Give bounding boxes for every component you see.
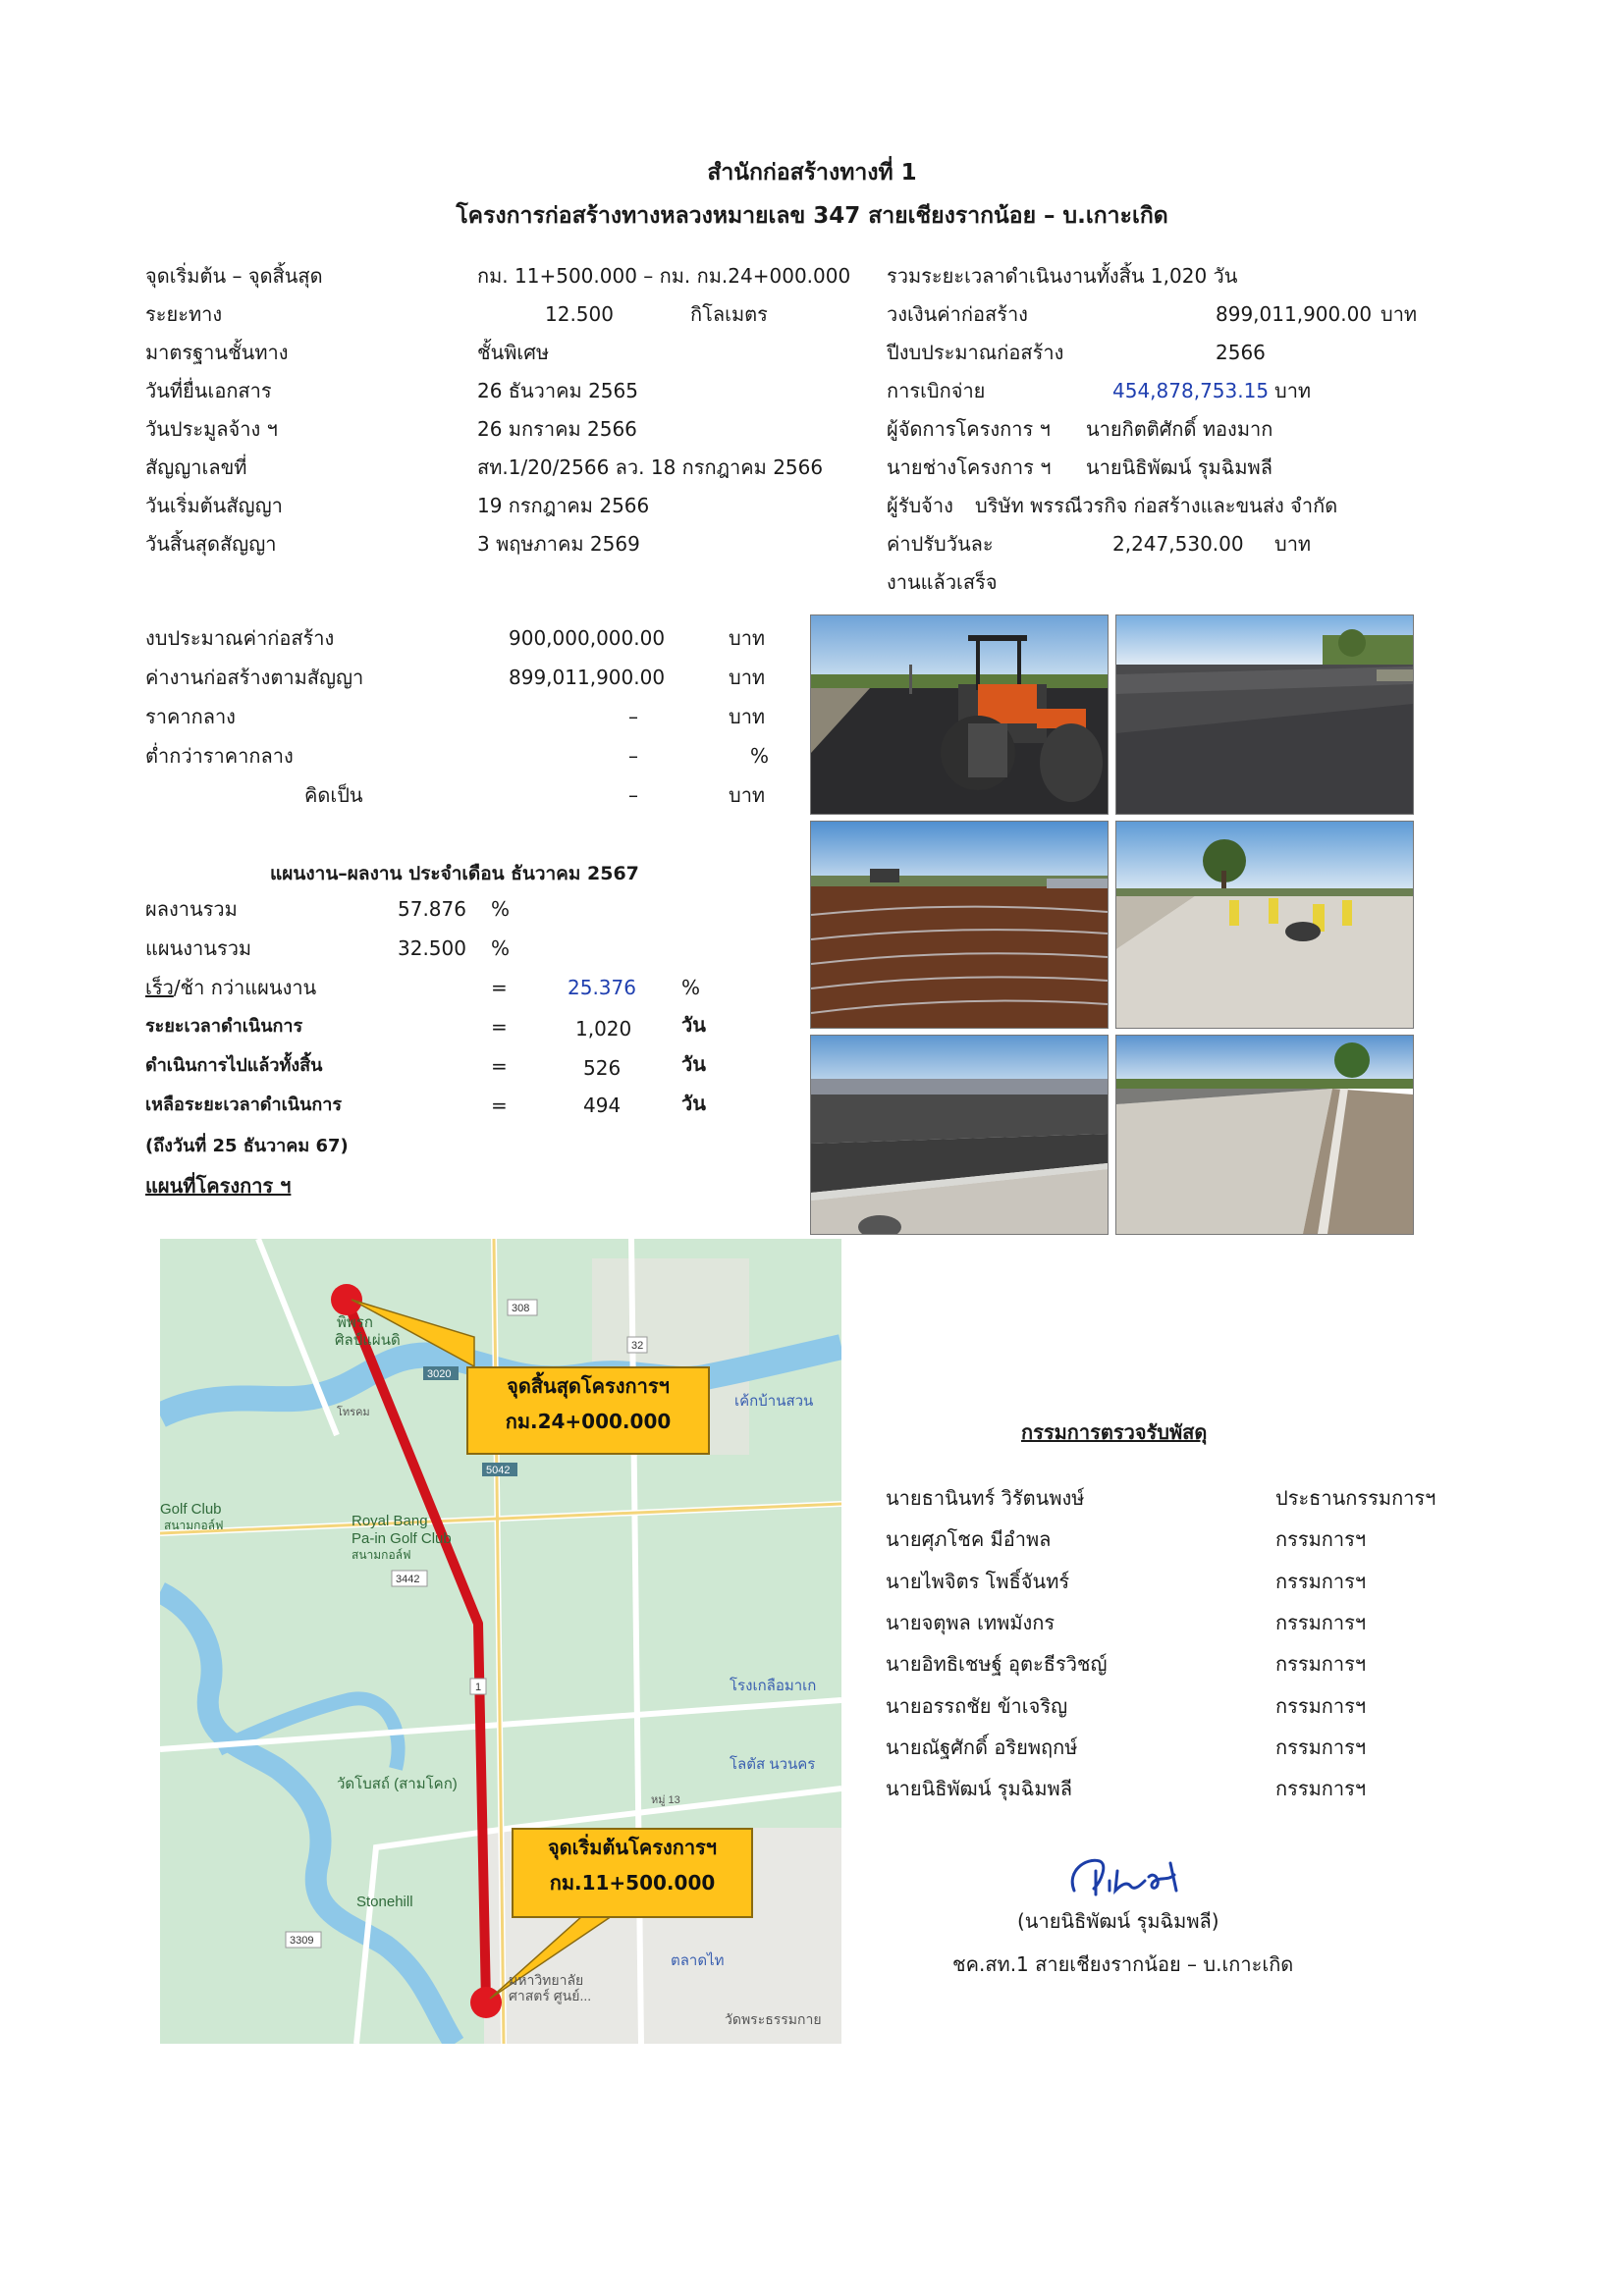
map-route-3309: 3309 (290, 1935, 314, 1947)
disburse-value: 454,878,753.15 (1112, 379, 1270, 402)
map-canvas (160, 1239, 841, 2044)
road-roller-image (811, 615, 1108, 814)
map-label-stone: Stonehill (356, 1894, 413, 1910)
fiscal-value: 2566 (1216, 341, 1266, 364)
contract-no-value: สท.1/20/2566 ลว. 18 กรกฎาคม 2566 (477, 455, 824, 479)
standard-value: ชั้นพิเศษ (477, 341, 550, 364)
actual-value: 57.876 (398, 897, 466, 921)
committee-member-role: กรรมการฯ (1275, 1777, 1367, 1800)
map-label-temple: พิพรก (337, 1314, 373, 1331)
completed-label: งานแล้วเสร็จ (887, 570, 998, 594)
diff-rest-label: /ช้า กว่าแผนงาน (173, 976, 317, 999)
map-route-5042: 5042 (486, 1465, 511, 1476)
elapsed-eq: = (491, 1054, 508, 1078)
elapsed-label: ดำเนินการไปแล้วทั้งสิ้น (145, 1055, 323, 1076)
map-route-308: 308 (512, 1303, 530, 1314)
disburse-unit: บาท (1274, 379, 1312, 402)
map-label-lotus: โลตัส นวนคร (730, 1756, 816, 1773)
map-label-mall: เค้กบ้านสวน (734, 1393, 814, 1410)
median-unit: บาท (729, 705, 766, 728)
contract-end-label: วันสิ้นสุดสัญญา (145, 532, 277, 556)
duration-unit: วัน (681, 1013, 706, 1037)
equals-value: – (628, 783, 638, 807)
manager-label: ผู้จัดการโครงการ ฯ (887, 417, 1051, 441)
signature-image (1066, 1851, 1194, 1902)
contractor-value: บริษัท พรรณีวรกิจ ก่อสร้างและขนส่ง จำกัด (975, 494, 1338, 517)
map-heading: แผนที่โครงการ ฯ (145, 1174, 292, 1198)
budget-unit: บาท (1380, 302, 1418, 326)
photo-road-roller (810, 614, 1109, 815)
engineer-label: นายช่างโครงการ ฯ (887, 455, 1052, 479)
diff-label (145, 975, 316, 1000)
map-label-wat: วัดพระธรรมกาย (725, 2011, 822, 2027)
submit-label: วันที่ยื่นเอกสาร (145, 379, 272, 402)
auction-label: วันประมูลจ้าง ฯ (145, 417, 278, 441)
photo-concrete-lane (1115, 1035, 1414, 1235)
map-label-royal: Royal Bang (352, 1513, 428, 1529)
submit-value: 26 ธันวาคม 2565 (477, 379, 638, 402)
paved-road-image (1116, 615, 1413, 814)
duration-label: ระยะเวลาดำเนินการ (145, 1016, 303, 1037)
map-label-moo: หมู่ 13 (651, 1794, 680, 1806)
office-title: สำนักก่อสร้างทางที่ 1 (707, 160, 917, 186)
committee-member-name: นายอิทธิเชษฐ์ อุตะธีรวิชญ์ (886, 1652, 1108, 1676)
map-label-uni: มหาวิทยาลัย (509, 1972, 584, 1988)
concrete-workers-image (1116, 822, 1413, 1028)
committee-member-name: นายนิธิพัฒน์ รุมฉิมพลี (886, 1777, 1072, 1800)
actual-label: ผลงานรวม (145, 897, 238, 921)
project-title: โครงการก่อสร้างทางหลวงหมายเลข 347 สายเชียงรากน้อย – บ.เกาะเกิด (456, 203, 1168, 229)
fiscal-label: ปีงบประมาณก่อสร้าง (887, 341, 1064, 364)
prime-coat-image (811, 822, 1108, 1028)
elapsed-value: 526 (583, 1056, 622, 1080)
map-route-3442: 3442 (396, 1574, 420, 1585)
start-point-callout-title: จุดเริ่มต้นโครงการฯ (547, 1836, 718, 1859)
elapsed-unit: วัน (681, 1052, 706, 1076)
map-label-golf: Golf Club (160, 1501, 222, 1518)
committee-member-role: กรรมการฯ (1275, 1652, 1367, 1676)
photo-paved-road (1115, 614, 1414, 815)
plan-label: แผนงานรวม (145, 936, 252, 960)
fine-label: ค่าปรับวันละ (887, 532, 994, 556)
fine-value: 2,247,530.00 (1112, 532, 1244, 556)
photo-curb (810, 1035, 1109, 1235)
manager-value: นายกิตติศักดิ์ ทองมาก (1086, 417, 1273, 441)
plan-unit: % (491, 936, 511, 960)
committee-member-name: นายณัฐศักดิ์ อริยพฤกษ์ (886, 1735, 1078, 1759)
fine-unit: บาท (1274, 532, 1312, 556)
map-label-royal2: Pa-in Golf Club (352, 1530, 452, 1547)
end-point-callout-title: จุดสิ้นสุดโครงการฯ (507, 1374, 670, 1398)
duration-eq: = (491, 1015, 508, 1039)
standard-label: มาตรฐานชั้นทาง (145, 341, 289, 364)
signer-position: ชค.สท.1 สายเชียงรากน้อย – บ.เกาะเกิด (952, 1952, 1294, 1976)
below-median-unit: % (750, 744, 770, 768)
map-label-golf-th: สนามกอล์ฟ (164, 1519, 224, 1532)
equals-label: คิดเป็น (304, 783, 363, 807)
contract-end-value: 3 พฤษภาคม 2569 (477, 532, 640, 556)
diff-eq: = (491, 976, 508, 999)
committee-member-name: นายจตุพล เทพมังกร (886, 1611, 1056, 1634)
contract-no-label: สัญญาเลขที่ (145, 455, 247, 479)
map-label-cinema: โรงเกลือมาเก (730, 1678, 817, 1694)
remaining-eq: = (491, 1094, 508, 1117)
map-route-1: 1 (475, 1682, 482, 1693)
contract-value-unit: บาท (729, 666, 766, 689)
start-point-callout (512, 1828, 753, 1918)
equals-unit: บาท (729, 783, 766, 807)
distance-value: 12.500 (545, 302, 614, 326)
committee-member-name: นายไพจิตร โพธิ์จันทร์ (886, 1570, 1070, 1593)
committee-member-name: นายอรรถชัย ข้าเจริญ (886, 1694, 1068, 1718)
median-value: – (628, 705, 638, 728)
below-median-label: ต่ำกว่าราคากลาง (145, 744, 294, 768)
contractor-label: ผู้รับจ้าง (887, 494, 953, 517)
diff-unit: % (681, 976, 701, 999)
committee-member-role: กรรมการฯ (1275, 1570, 1367, 1593)
map-label-school: วัดโบสถ์ (สามโคก) (337, 1776, 458, 1792)
project-map (160, 1239, 841, 2044)
auction-value: 26 มกราคม 2566 (477, 417, 637, 441)
map-label-road-small: โทรคม (337, 1407, 370, 1418)
end-point-callout-km: กม.24+000.000 (505, 1410, 672, 1433)
map-label-royal3: สนามกอล์ฟ (352, 1548, 411, 1562)
budget-label: วงเงินค่าก่อสร้าง (887, 302, 1028, 326)
remaining-value: 494 (583, 1094, 622, 1117)
progress-title: แผนงาน–ผลงาน ประจำเดือน ธันวาคม 2567 (270, 863, 639, 884)
end-point-callout (466, 1366, 710, 1455)
distance-unit: กิโลเมตร (690, 302, 768, 326)
committee-member-role: กรรมการฯ (1275, 1735, 1367, 1759)
disburse-label: การเบิกจ่าย (887, 379, 986, 402)
contract-start-value: 19 กรกฎาคม 2566 (477, 494, 650, 517)
committee-member-role: ประธานกรรมการฯ (1275, 1486, 1436, 1510)
remaining-label: เหลือระยะเวลาดำเนินการ (145, 1095, 343, 1115)
diff-value: 25.376 (568, 976, 636, 999)
contract-value: 899,011,900.00 (509, 666, 666, 689)
committee-member-name: นายศุภโชค มีอำพล (886, 1527, 1052, 1551)
map-label-market: ตลาดไท (671, 1952, 725, 1969)
duration-total: รวมระยะเวลาดำเนินงานทั้งสิ้น 1,020 วัน (887, 264, 1238, 288)
map-label-uni2: ศาสตร์ ศูนย์... (509, 1988, 592, 2003)
distance-label: ระยะทาง (145, 302, 223, 326)
engineer-value: นายนิธิพัฒน์ รุมฉิมพลี (1086, 455, 1272, 479)
signer-name: (นายนิธิพัฒน์ รุมฉิมพลี) (1017, 1909, 1219, 1933)
committee-member-role: กรรมการฯ (1275, 1611, 1367, 1634)
committee-member-role: กรรมการฯ (1275, 1527, 1367, 1551)
gov-budget-value: 900,000,000.00 (509, 626, 666, 650)
start-end-value: กม. 11+500.000 – กม. กม.24+000.000 (477, 264, 851, 288)
concrete-lane-image (1116, 1036, 1413, 1234)
gov-budget-label: งบประมาณค่าก่อสร้าง (145, 626, 335, 650)
committee-member-role: กรรมการฯ (1275, 1694, 1367, 1718)
curb-image (811, 1036, 1108, 1234)
remaining-unit: วัน (681, 1092, 706, 1115)
contract-value-label: ค่างานก่อสร้างตามสัญญา (145, 666, 364, 689)
committee-title: กรรมการตรวจรับพัสดุ (1021, 1420, 1208, 1444)
plan-value: 32.500 (398, 936, 466, 960)
map-route-32: 32 (631, 1340, 644, 1352)
photo-prime-coat (810, 821, 1109, 1029)
gov-budget-unit: บาท (729, 626, 766, 650)
median-label: ราคากลาง (145, 705, 236, 728)
diff-fast-label: เร็ว (145, 976, 174, 999)
start-end-label: จุดเริ่มต้น – จุดสิ้นสุด (145, 264, 323, 288)
map-label-temple2: ศิลป์แผ่นดิ (335, 1332, 401, 1349)
photo-concrete-workers (1115, 821, 1414, 1029)
duration-value: 1,020 (575, 1017, 632, 1041)
actual-unit: % (491, 897, 511, 921)
committee-member-name: นายธานินทร์ วิรัตนพงษ์ (886, 1486, 1085, 1510)
below-median-value: – (628, 744, 638, 768)
map-route-3020: 3020 (427, 1368, 452, 1380)
start-point-callout-km: กม.11+500.000 (549, 1871, 716, 1895)
as-of-date: (ถึงวันที่ 25 ธันวาคม 67) (145, 1136, 349, 1156)
contract-start-label: วันเริ่มต้นสัญญา (145, 494, 283, 517)
budget-value: 899,011,900.00 (1216, 302, 1373, 326)
